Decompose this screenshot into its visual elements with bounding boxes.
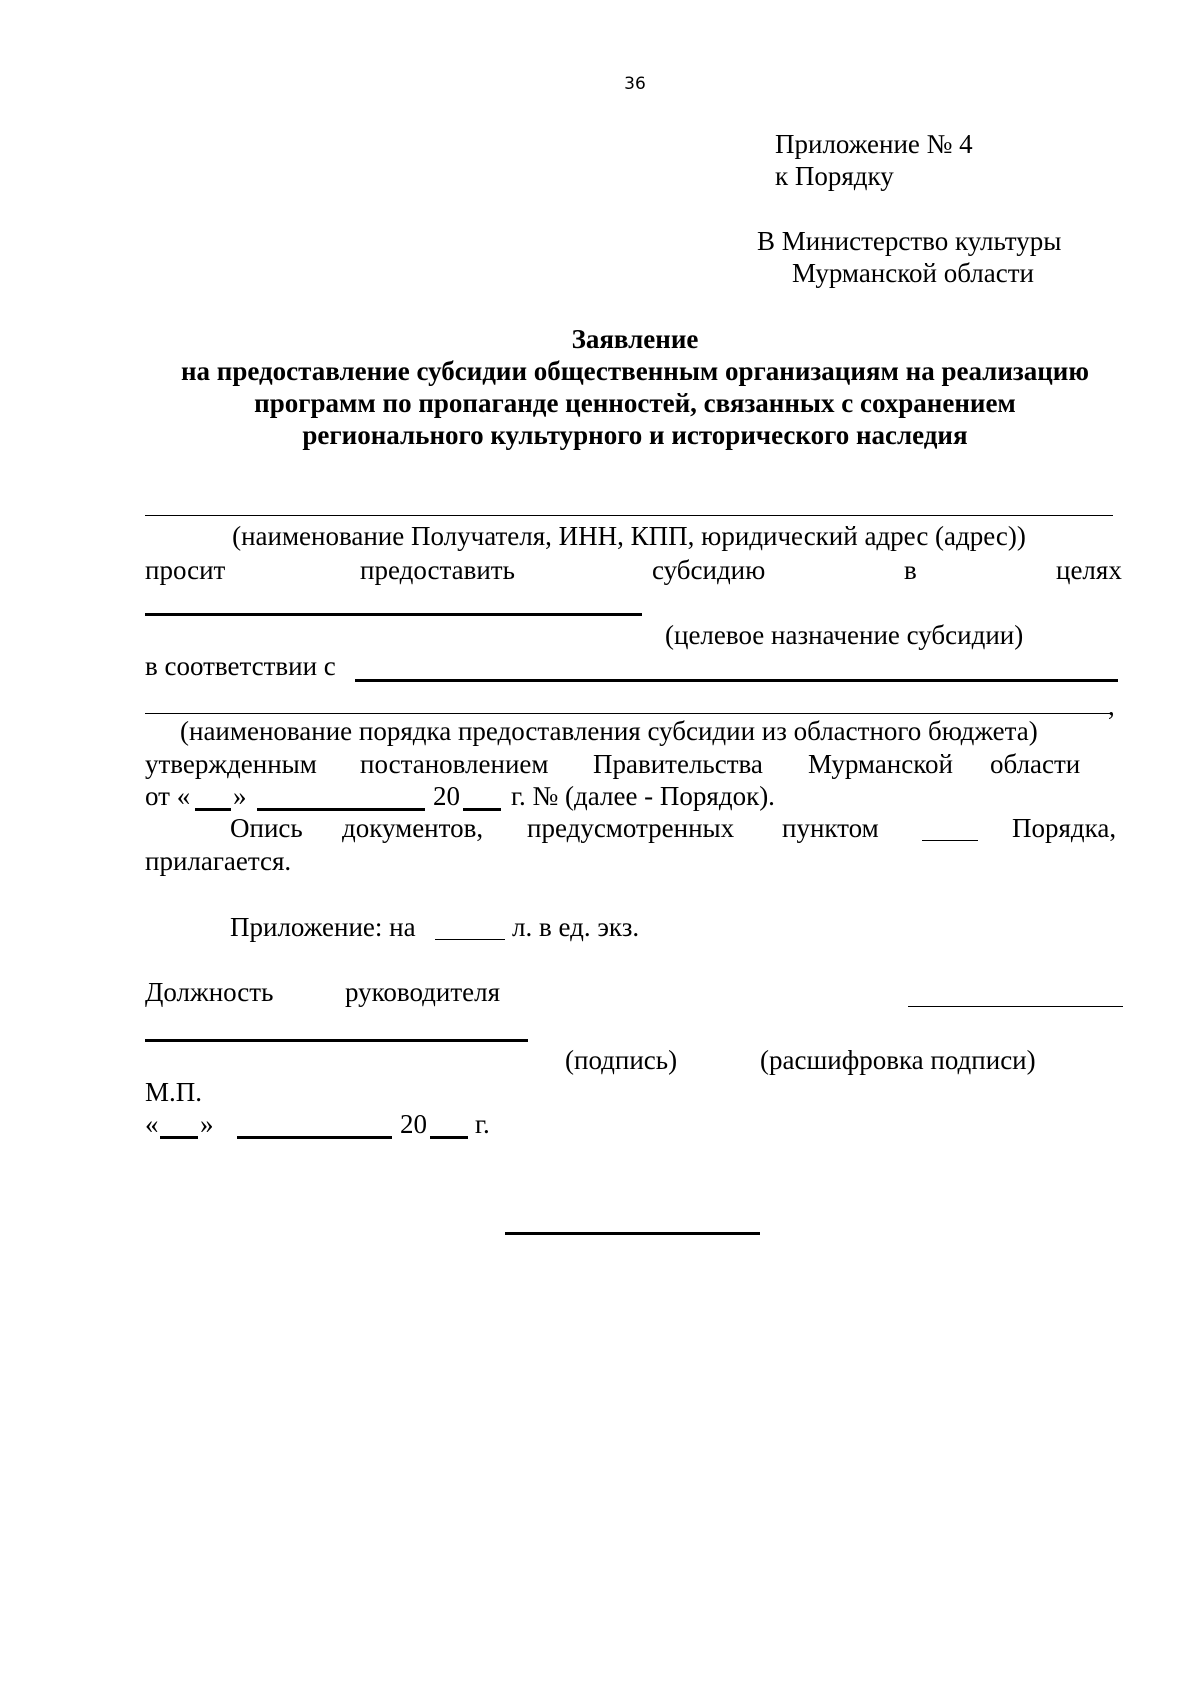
appendix-line-2: к Порядку [775,161,894,191]
attachment-label: Приложение: на [230,912,416,942]
approved-word-3: Правительства [593,749,763,779]
position-word-1: Должность [145,977,274,1007]
signing-month-underline [237,1136,392,1139]
decree-month-underline [257,808,425,811]
decree-date-quote-close: » [233,781,247,811]
inventory-line-2: прилагается. [145,846,292,876]
document-title: Заявление [571,324,699,354]
purpose-caption: (целевое назначение субсидии) [665,620,1024,650]
end-separator-line [505,1232,760,1235]
decree-date-prefix: от « [145,781,191,811]
inventory-end: Порядка, [1012,813,1117,843]
inventory-word-2: документов, [342,813,484,843]
addressee-line-1: В Министерство культуры [757,226,1062,256]
signing-year-underline [430,1136,468,1139]
approved-word-2: постановлением [360,749,549,779]
approved-word-5: области [990,749,1081,779]
request-word-3: субсидию [652,555,766,585]
recipient-caption: (наименование Получателя, ИНН, КПП, юридический адрес (адрес)) [232,521,1026,551]
document-subtitle-line-1: на предоставление субсидии общественным организациям на реализацию [181,356,1089,386]
request-word-2: предоставить [360,555,515,585]
page-number: 36 [624,74,646,94]
decree-day-underline [195,808,231,811]
inventory-point-underline [922,840,978,841]
according-to-underline [355,679,1118,682]
approved-word-4: Мурманской [808,749,953,779]
inventory-word-1: Опись [230,813,303,843]
signing-year-suffix: г. [475,1109,490,1139]
stamp-placeholder: М.П. [145,1077,203,1107]
procedure-comma: , [1108,691,1115,721]
request-word-1: просит [145,555,226,585]
signing-date-open: « [145,1109,159,1139]
decree-year-prefix: 20 [433,781,460,811]
procedure-caption: (наименование порядка предоставления субсидии из областного бюджета) [180,716,1038,746]
request-word-4: в [904,555,917,585]
signature-caption: (подпись) [565,1045,678,1075]
request-word-5: целях [1056,555,1122,585]
signing-date-close: » [200,1109,214,1139]
signature-decode-caption: (расшифровка подписи) [760,1045,1036,1075]
attachment-suffix: л. в ед. экз. [512,912,640,942]
signing-day-underline [160,1136,198,1139]
attachment-pages-underline [435,939,505,940]
document-subtitle-line-3: регионального культурного и исторического наследия [302,420,968,450]
inventory-word-4: пунктом [782,813,879,843]
inventory-word-3: предусмотренных [527,813,735,843]
recipient-underline [145,515,1113,516]
position-underline [145,1039,528,1042]
appendix-line-1: Приложение № 4 [775,129,973,159]
decree-year-underline [463,808,501,811]
according-to-label: в соответствии с [145,651,336,681]
document-subtitle-line-2: программ по пропаганде ценностей, связанных с сохранением [254,388,1016,418]
decree-number-text: г. № (далее - Порядок). [511,781,775,811]
purpose-underline [145,613,642,616]
position-word-2: руководителя [345,977,501,1007]
signature-decode-underline [908,1006,1123,1007]
signing-year-prefix: 20 [400,1109,427,1139]
approved-word-1: утвержденным [145,749,317,779]
addressee-line-2: Мурманской области [792,258,1034,288]
